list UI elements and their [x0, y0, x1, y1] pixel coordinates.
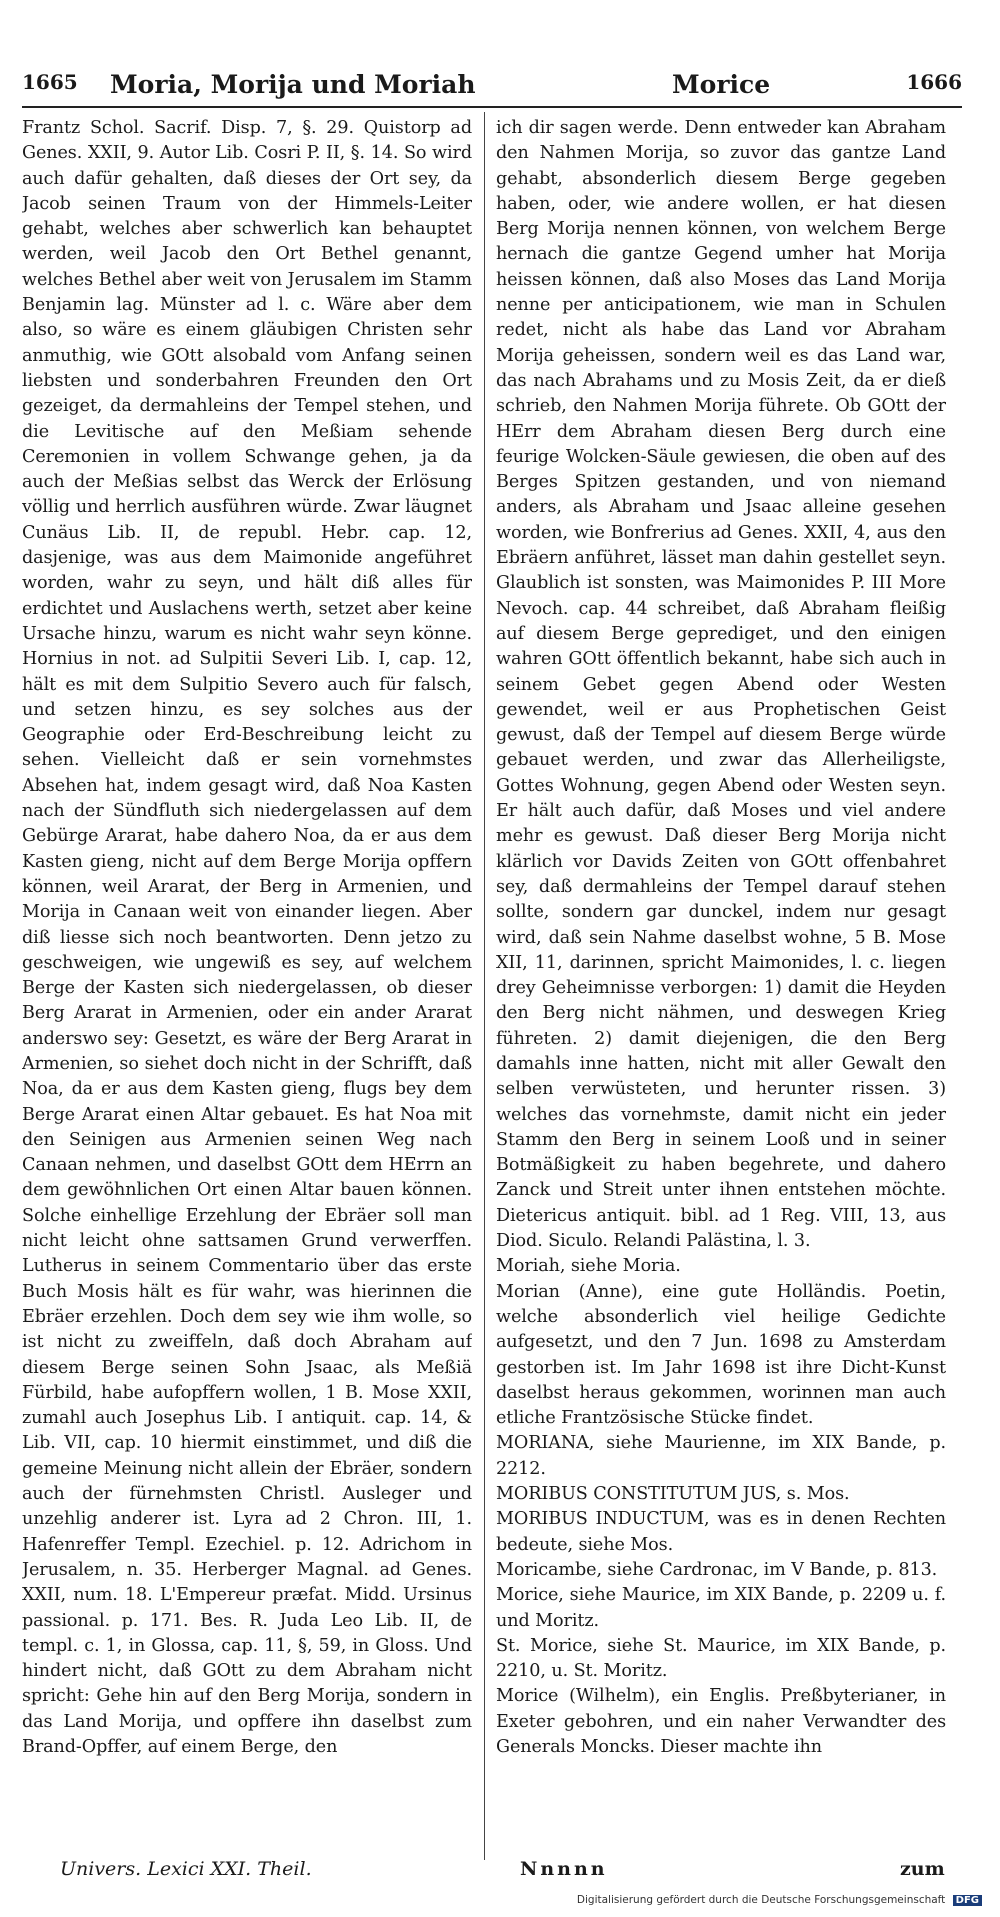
entry-st-morice: St. Morice, siehe St. Maurice, im XIX Bande, p. 2210, u. St. Moritz. — [496, 1635, 946, 1682]
dfg-logo: DFG — [953, 1895, 982, 1906]
entry-moriah: Moriah, siehe Moria. — [496, 1256, 681, 1277]
running-title-right: Morice — [672, 70, 771, 99]
entry-moribus-constitutum: MORIBUS CONSTITUTUM JUS, s. Mos. — [496, 1484, 850, 1505]
digitization-note: Digitalisierung gefördert durch die Deutsche Forschungsgemeinschaft — [576, 1894, 946, 1906]
quire-mark: Nnnnn — [520, 1858, 608, 1880]
page-header — [22, 70, 962, 104]
entry-morian: Morian (Anne), eine gute Holländis. Poetin, welche absonderlich viel heilige Gedichte aufgesetzt, und den 7 Jun. 1698 zu Amsterdam gestorben ist. Im Jahr 1698 ist ihre Dicht-Kunst daselbst heraus gekommen, worinnen man auch etliche Frantzösische Stücke findet. — [496, 1281, 946, 1429]
digitization-credit — [577, 1894, 982, 1906]
entry-moricambe: Moricambe, siehe Cardronac, im V Bande, p. 813. — [496, 1559, 938, 1580]
catchword: zum — [900, 1858, 945, 1880]
running-title-left: Moria, Morija und Moriah — [110, 70, 476, 99]
entry-moriana: MORIANA, siehe Maurienne, im XIX Bande, p. 2212. — [496, 1433, 946, 1479]
entry-morice-wilhelm: Morice (Wilhelm), ein Englis. Preßbyterianer, in Exeter gebohren, und ein naher Verwandter des Generals Moncks. Dieser machte ihn — [496, 1686, 946, 1757]
entry-moribus-inductum: MORIBUS INDUCTUM, was es in denen Rechten bedeute, siehe Mos. — [496, 1509, 946, 1555]
header-rule — [22, 106, 962, 108]
right-column — [496, 116, 946, 1896]
page-number-right: 1666 — [906, 70, 962, 94]
entry-morice: Morice, siehe Maurice, im XIX Bande, p. 2209 u. f. und Moritz. — [496, 1585, 946, 1631]
signature-line: Univers. Lexici XXI. Theil. — [60, 1858, 312, 1880]
left-column-text: Frantz Schol. Sacrif. Disp. 7, §. 29. Quistorp ad Genes. XXII, 9. Autor Lib. Cosri P. II, §. 14. So wird auch dafür gehalten, daß dieses der Ort sey, da Jacob seinen Traum von der Himmels-Leiter gehabt, welches aber schwerlich kan behauptet werden, weil Jacob den Ort Bethel genannt, welches Bethel aber weit von Jerusalem im Stamm Benjamin lag. Münster ad l. c. Wäre aber dem also, so wäre es einem gläubigen Christen sehr anmuthig, wie GOtt alsobald vom Anfang seinen liebsten und sonderbahren Freunden den Ort gezeiget, da dermahleins der Tempel stehen, und die Levitische auf den Meßiam sehende Ceremonien in vollem Schwange gehen, ja da auch der Meßias selbst das Werck der Erlösung völlig und herrlich ausführen würde. Zwar läugnet Cunäus Lib. II, de republ. Hebr. cap. 12, dasjenige, was aus dem Maimonide angeführet worden, wahr zu seyn, und hält diß alles für erdichtet und Auslachens werth, setzet aber keine Ursache hinzu, warum es nicht wahr seyn könne. Hornius in not. ad Sulpitii Severi Lib. I, cap. 12, hält es mit dem Sulpitio Severo auch für falsch, und setzen hinzu, es sey solches aus der Geographie oder Erd-Beschreibung leicht zu sehen. Vielleicht daß er sein vornehmstes Absehen hat, indem gesagt wird, daß Noa Kasten nach der Sündfluth sich niedergelassen auf dem Gebürge Ararat, habe dahero Noa, da er aus dem Kasten gieng, nicht auf dem Berge Morija opffern können, weil Ararat, der Berg in Armenien, und Morija in Canaan weit von einander liegen. Aber diß liesse sich noch beantworten. Denn jetzo zu geschweigen, wie ungewiß es sey, auf welchem Berge der Kasten sich niedergelassen, ob dieser Berg Ararat in Armenien, oder ein ander Ararat anderswo sey: Gesetzt, es wäre der Berg Ararat in Armenien, so siehet doch nicht in der Schrifft, daß Noa, da er aus dem Kasten gieng, flugs bey dem Berge Ararat einen Altar gebauet. Es hat Noa mit den Seinigen aus Armenien seinen Weg nach Canaan nehmen, und daselbst GOtt dem HErrn an dem gewöhnlichen Ort einen Altar bauen können. Solche einhellige Erzehlung der Ebräer soll man nicht leicht ohne sattsamen Grund verwerffen. Lutherus in seinem Commentario über das erste Buch Mosis hält es für wahr, was hierinnen die Ebräer erzehlen. Doch dem sey wie ihm wolle, so ist nicht zu zweiffeln, daß doch Abraham auf diesem Berge seinen Sohn Jsaac, als Meßiä Fürbild, habe aufopffern wollen, 1 B. Mose XXII, zumahl auch Josephus Lib. I antiquit. cap. 14, & Lib. VII, cap. 10 hiermit einstimmet, und diß die gemeine Meinung nicht allein der Ebräer, sondern auch der fürnehmsten Christl. Ausleger und unzehlig anderer ist. Lyra ad 2 Chron. III, 1. Hafenreffer Templ. Ezechiel. p. 12. Adrichom in Jerusalem, n. 35. Herberger Magnal. ad Genes. XXII, num. 18. L'Empereur præfat. Midd. Ursinus passional. p. 171. Bes. R. Juda Leo Lib. II, de templ. c. 1, in Glossa, cap. 11, §, 59, in Gloss. Und hindert nicht, daß GOtt zu dem Abraham nicht spricht: Gehe hin auf den Berg Morija, sondern in das Land Morija, und opffere ihn daselbst zum Brand-Opffer, auf einem Berge, den — [22, 118, 472, 1757]
column-divider — [484, 112, 485, 1860]
left-column — [22, 116, 472, 1896]
right-column-continuation: ich dir sagen werde. Denn entweder kan Abraham den Nahmen Morija, so zuvor das gantze Land gehabt, absonderlich diesem Berge gegeben haben, oder, wie andere wollen, er hat diesen Berg Morija nennen können, von welchem Berge hernach die gantze Gegend umher hat Morija heissen können, daß also Moses das Land Morija nenne per anticipationem, wie man in Schulen redet, nicht als habe das Land vor Abraham Morija geheissen, sondern weil es das Land war, das nach Abrahams und zu Mosis Zeit, da er dieß schrieb, den Nahmen Morija führete. Ob GOtt der HErr dem Abraham diesen Berg durch eine feurige Wolcken-Säule gewiesen, die oben auf des Berges Spitzen gestanden, und von niemand anders, als Abraham und Jsaac alleine gesehen worden, wie Bonfrerius ad Genes. XXII, 4, aus den Ebräern anführet, lässet man dahin gestellet seyn. Glaublich ist sonsten, was Maimonides P. III More Nevoch. cap. 44 schreibet, daß Abraham fleißig auf diesem Berge geprediget, und den einigen wahren GOtt öffentlich bekannt, habe sich auch in seinem Gebet gegen Abend oder Westen gewendet, weil er aus Prophetischen Geist gewust, daß der Tempel auf diesem Berge würde gebauet werden, und zwar das Allerheiligste, Gottes Wohnung, gegen Abend oder Westen seyn. Er hält auch dafür, daß Moses und viel andere mehr es gewust. Daß dieser Berg Morija nicht klärlich vor Davids Zeiten von GOtt offenbahret sey, daß dermahleins der Tempel darauf stehen sollte, sondern gar dunckel, indem nur gesagt wird, daß sein Nahme daselbst wohne, 5 B. Mose XII, 11, darinnen, spricht Maimonides, l. c. liegen drey Geheimnisse verborgen: 1) damit die Heyden den Berg nicht nähmen, und deswegen Krieg führeten. 2) damit diejenigen, die den Berg damahls inne hatten, nicht mit aller Gewalt den selben verwüsteten, und herunter rissen. 3) welches das vornehmste, damit nicht ein jeder Stamm den Berg in seinem Looß und in seiner Botmäßigkeit zu haben begehrete, und dahero Zanck und Streit unter ihnen entstehen möchte. Dietericus antiquit. bibl. ad 1 Reg. VIII, 13, aus Diod. Siculo. Relandi Palästina, l. 3. — [496, 118, 946, 1252]
page-number-left: 1665 — [22, 70, 78, 94]
